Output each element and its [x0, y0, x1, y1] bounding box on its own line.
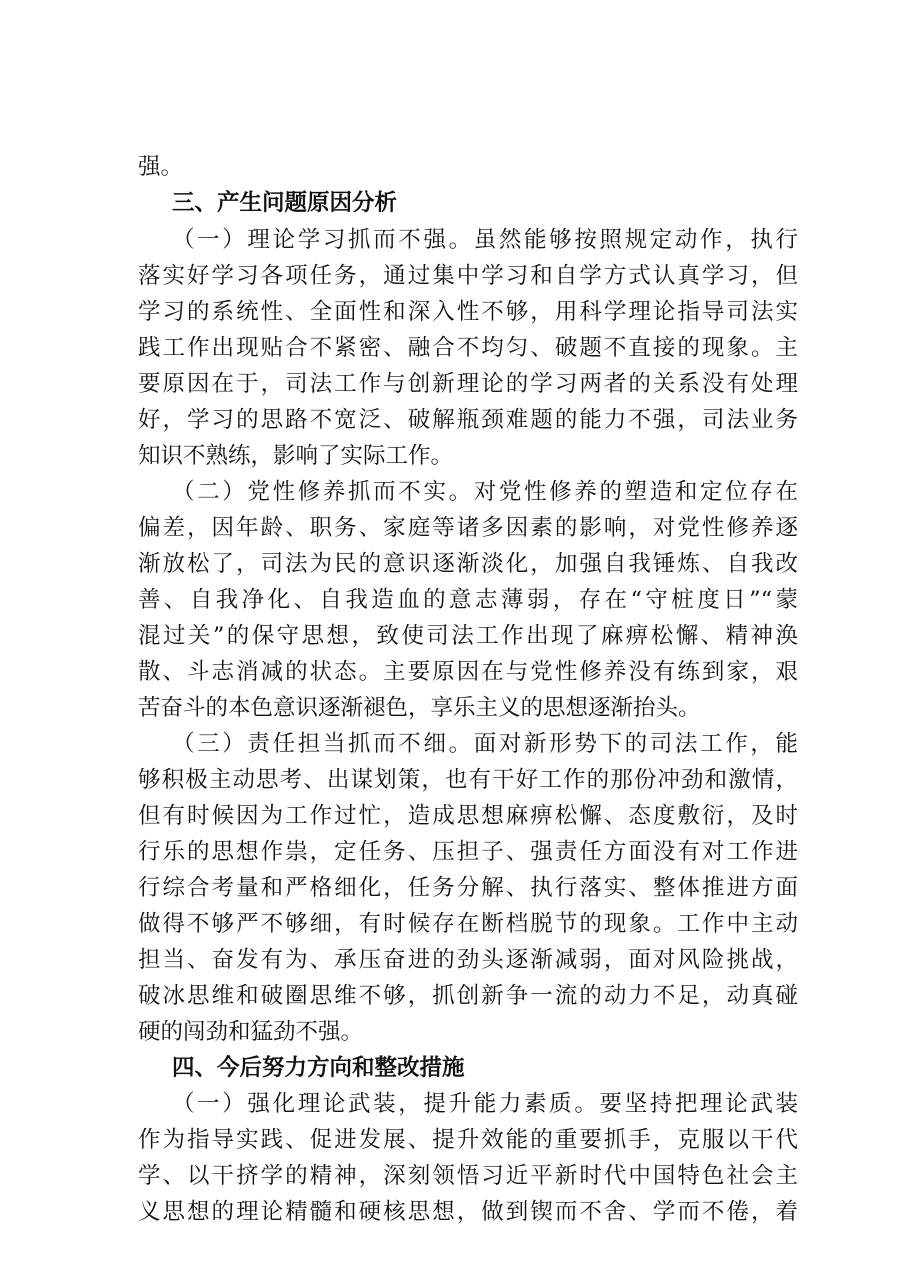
paragraph-line: 作为指导实践、促进发展、提升效能的重要抓手，克服以干代 [138, 1127, 798, 1153]
paragraph-line: 学习的系统性、全面性和深入性不够，用科学理论指导司法实 [138, 299, 798, 325]
paragraph-line: 苦奋斗的本色意识逐渐褪色，享乐主义的思想逐渐抬头。 [138, 695, 701, 721]
paragraph-line: 践工作出现贴合不紧密、融合不均匀、破题不直接的现象。主 [138, 335, 798, 361]
paragraph-lead: （二）党性修养抓而不实。 [172, 479, 474, 505]
paragraph-first-line: （一）理论学习抓而不强。虽然能够按照规定动作，执行 [172, 227, 798, 253]
paragraph-first-line: （二）党性修养抓而不实。对党性修养的塑造和定位存在 [172, 479, 798, 505]
paragraph-line: 做得不够严不够细，有时候存在断档脱节的现象。工作中主动 [138, 911, 798, 937]
paragraph-line: 义思想的理论精髓和硬核思想，做到锲而不舍、学而不倦，着 [138, 1199, 798, 1225]
paragraph-line: 学、以干挤学的精神，深刻领悟习近平新时代中国特色社会主 [138, 1163, 798, 1189]
paragraph-line: 渐放松了，司法为民的意识逐渐淡化，加强自我锤炼、自我改 [138, 551, 798, 577]
paragraph-first-line: （三）责任担当抓而不细。面对新形势下的司法工作，能 [172, 731, 798, 757]
paragraph-line: 知识不熟练，影响了实际工作。 [138, 443, 454, 469]
section-heading: 三、产生问题原因分析 [172, 190, 398, 216]
paragraph-lead: （三）责任担当抓而不细。 [172, 731, 474, 757]
paragraph-line: 善、自我净化、自我造血的意志薄弱，存在“守桩度日”“蒙 [138, 587, 798, 613]
paragraph-line: 好，学习的思路不宽泛、破解瓶颈难题的能力不强，司法业务 [138, 407, 798, 433]
paragraph-line: 破冰思维和破圈思维不够，抓创新争一流的动力不足，动真碰 [138, 983, 798, 1009]
paragraph-lead: （一）强化理论武装，提升能力素质。 [172, 1091, 600, 1117]
paragraph-line: 落实好学习各项任务，通过集中学习和自学方式认真学习，但 [138, 263, 798, 289]
paragraph-line: 但有时候因为工作过忙，造成思想麻痹松懈、态度敷衍，及时 [138, 803, 798, 829]
paragraph-line: 行综合考量和严格细化，任务分解、执行落实、整体推进方面 [138, 875, 798, 901]
paragraph-line: 强。 [138, 154, 184, 180]
paragraph-line: 行乐的思想作祟，定任务、压担子、强责任方面没有对工作进 [138, 839, 798, 865]
paragraph-line: 够积极主动思考、出谋划策，也有干好工作的那份冲劲和激情， [138, 767, 798, 793]
paragraph-line: 散、斗志消减的状态。主要原因在与党性修养没有练到家，艰 [138, 659, 798, 685]
paragraph-line: 担当、奋发有为、承压奋进的劲头逐渐减弱，面对风险挑战， [138, 947, 798, 973]
section-heading: 四、今后努力方向和整改措施 [172, 1055, 465, 1081]
paragraph-lead: （一）理论学习抓而不强。 [172, 227, 474, 253]
paragraph-first-line: （一）强化理论武装，提升能力素质。要坚持把理论武装 [172, 1091, 798, 1117]
paragraph-line: 要原因在于，司法工作与创新理论的学习两者的关系没有处理 [138, 371, 798, 397]
paragraph-line: 硬的闯劲和猛劲不强。 [138, 1019, 364, 1045]
paragraph-line: 偏差，因年龄、职务、家庭等诸多因素的影响，对党性修养逐 [138, 515, 798, 541]
paragraph-line: 混过关”的保守思想，致使司法工作出现了麻痹松懈、精神涣 [138, 623, 798, 649]
